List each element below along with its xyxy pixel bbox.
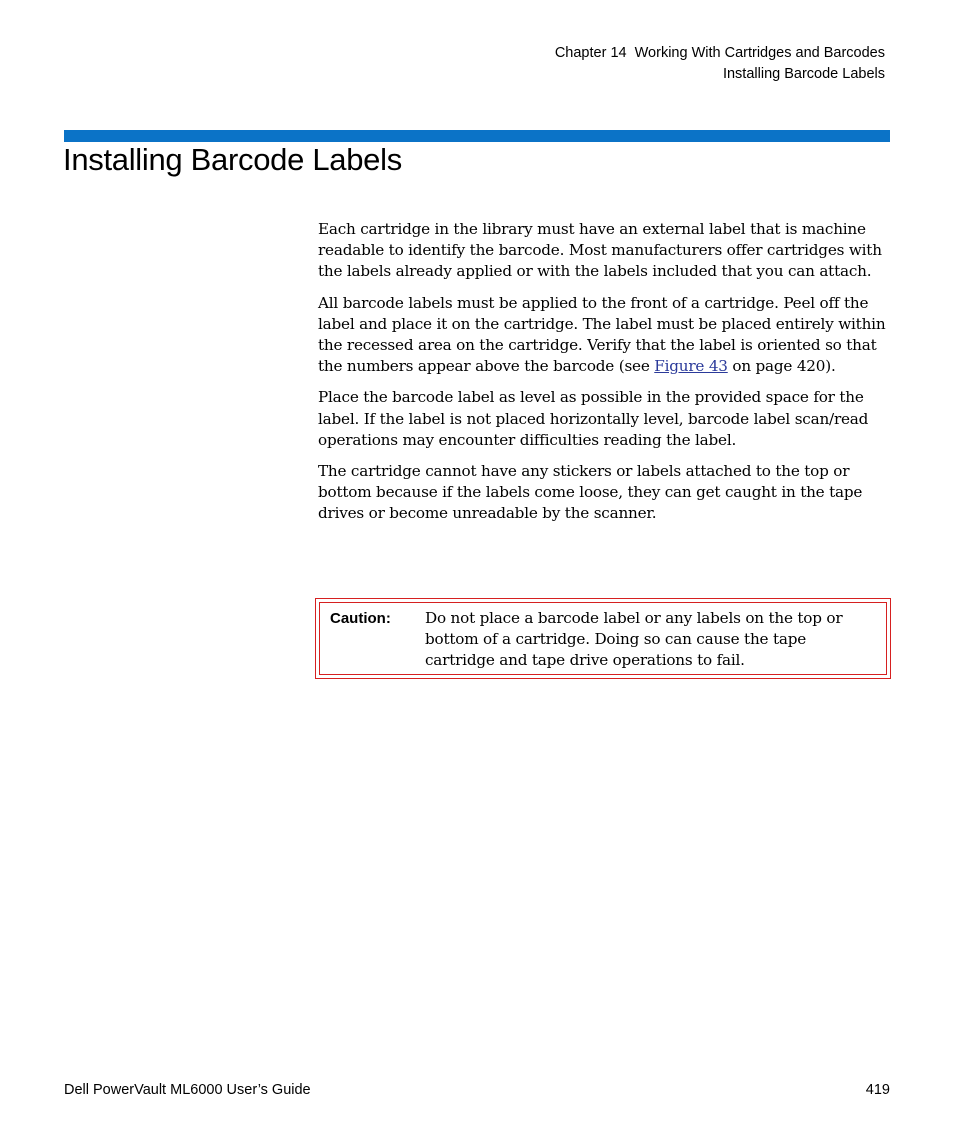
footer-guide-title: Dell PowerVault ML6000 User’s Guide [64,1082,311,1098]
caution-label: Caution: [330,610,391,627]
header-chapter: Chapter 14 Working With Cartridges and Barcodes [554,45,885,61]
paragraph-2-text-end: on page 420). [727,357,836,376]
figure-43-link[interactable]: Figure 43 [654,357,728,376]
paragraph-2 [318,293,890,378]
caution-inner-border [319,602,887,675]
header-section: Installing Barcode Labels [722,66,885,82]
page-title: Installing Barcode Labels [63,142,402,177]
caution-box [315,598,891,679]
paragraph-3: Place the barcode label as level as possible in the provided space for the label. If the label is not placed horizontally level, barcode label scan/read operations may encounter difficulties reading the label. [318,388,869,449]
body-text [318,219,890,535]
paragraph-1: Each cartridge in the library must have an external label that is machine readable to identify the barcode. Most manufacturers offer cartridges with the labels already applied or with the labels included that you can attach. [318,220,882,281]
paragraph-4: The cartridge cannot have any stickers or labels attached to the top or bottom because if the labels come loose, they can get caught in the tape drives or become unreadable by the scanner. [318,462,863,523]
caution-text: Do not place a barcode label or any labels on the top or bottom of a cartridge. Doing so can cause the tape cartridge and tape drive operations to fail. [425,609,843,670]
paragraph-2-text-start: All barcode labels must be applied to the front of a cartridge. Peel off the label and place it on the cartridge. The label must be placed entirely within the recessed area on the cartridge. Verify that the label is oriented so that the numbers appear above the barcode (see [318,293,886,376]
running-header [555,43,885,85]
footer-page-number: 419 [865,1082,890,1098]
